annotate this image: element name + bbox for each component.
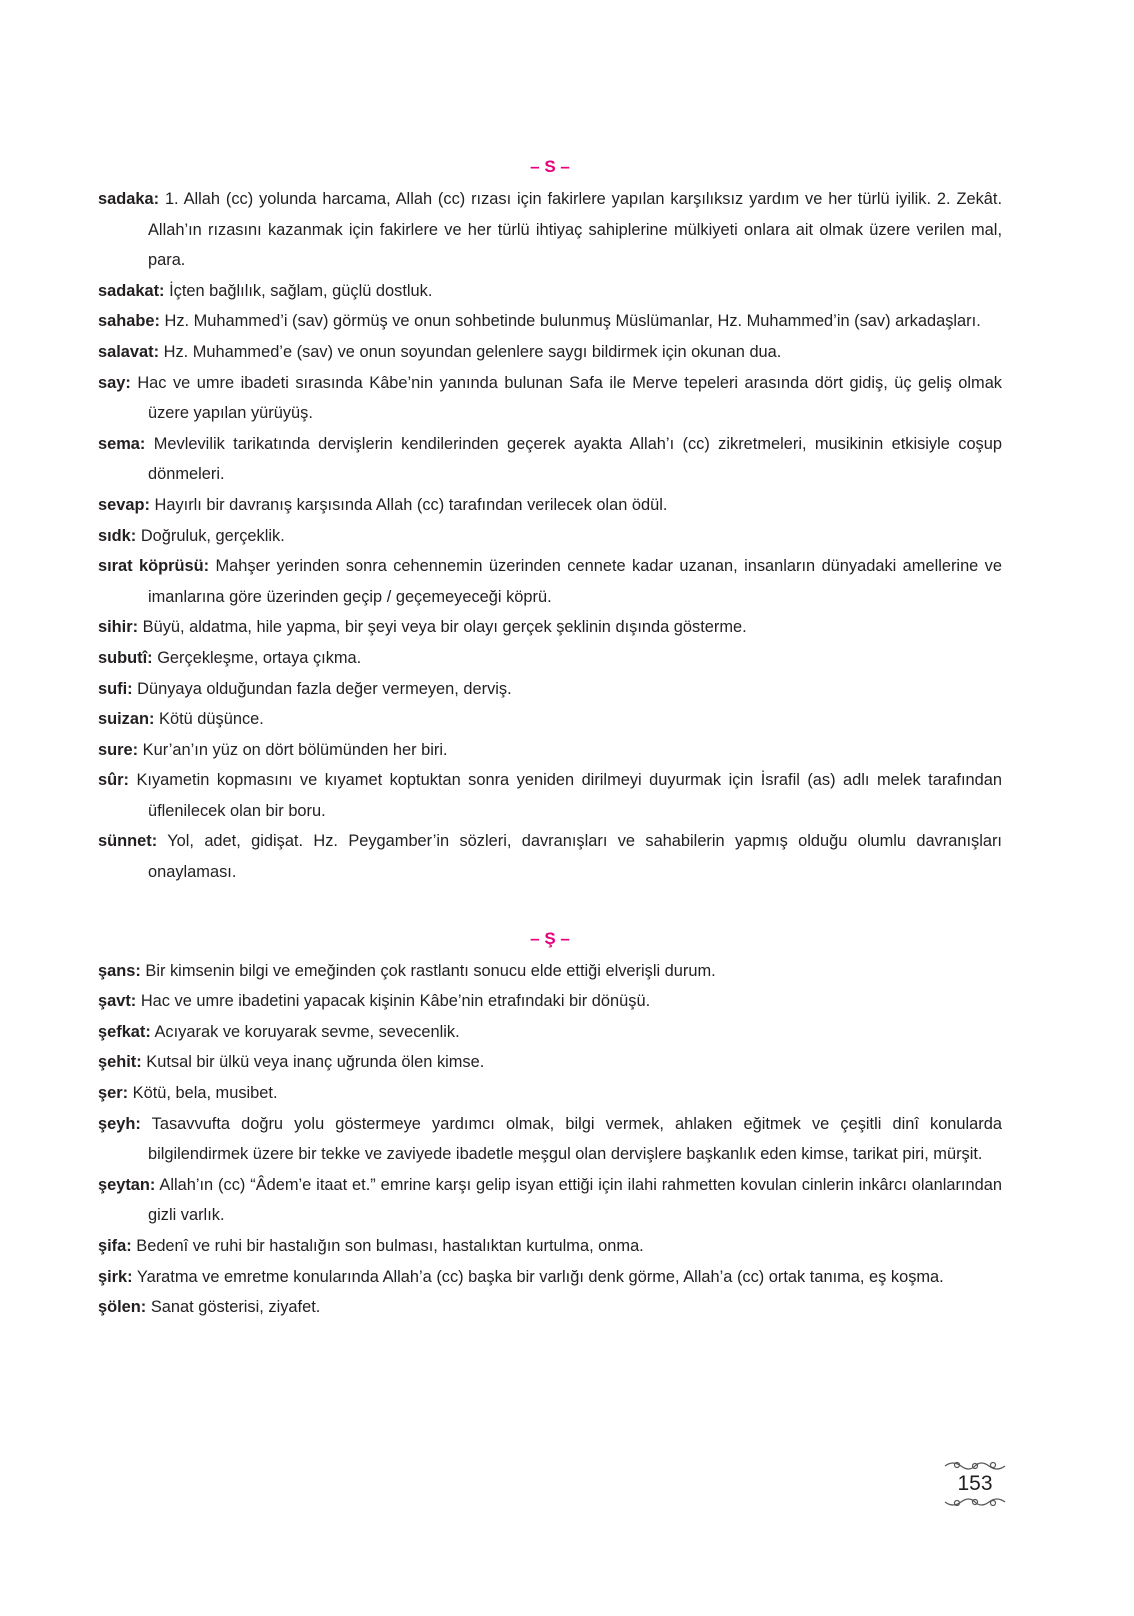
entry-definition: Bir kimsenin bilgi ve emeğinden çok rastlantı sonucu elde ettiği elverişli durum. [145,961,716,980]
glossary-entry [98,956,1002,987]
entry-term: sûr: [98,771,129,790]
entry-term: sihir: [98,618,139,637]
entry-definition: Hz. Muhammed’i (sav) görmüş ve onun sohbetinde bulunmuş Müslümanlar, Hz. Muhammed’in (sav) arkadaşları. [164,312,981,331]
entry-definition: Doğruluk, gerçeklik. [140,526,285,545]
entry-term: şehit: [98,1053,142,1072]
glossary-entry [98,368,1002,429]
entry-definition: Dünyaya olduğundan fazla değer vermeyen, derviş. [137,679,512,698]
section-heading: – Ş – [530,928,570,948]
entry-term: şifa: [98,1237,132,1255]
entry-definition: İçten bağlılık, sağlam, güçlü dostluk. [169,281,433,300]
section-s [98,152,1002,888]
glossary-entry [98,1017,1002,1048]
glossary-entry [98,735,1002,766]
glossary-entry [98,765,1002,826]
glossary-entry [98,521,1002,552]
entry-term: subutî: [98,648,153,667]
ornament-bottom-icon [943,1496,1007,1508]
entry-term: sırat köprüsü: [98,557,210,576]
glossary-entry [98,1047,1002,1078]
glossary-entry [98,306,1002,337]
entry-term: şölen: [98,1298,147,1317]
entry-definition: Kötü, bela, musibet. [132,1084,278,1103]
entry-term: sahabe: [98,312,160,331]
entry-term: sevap: [98,495,150,514]
entry-term: suizan: [98,710,155,729]
page-number: 153 [957,1472,993,1495]
glossary-page [98,152,1002,1323]
entry-definition: 1. Allah (cc) yolunda harcama, Allah (cc) rızası için fakirlere yapılan karşılıksız yardım ve her türlü iyilik. 2. Zekât. Allah’ın rızasını kazanmak için fakirlere ve her türlü ihtiyaç sahiplerine mülkiyeti onlara ait olmak üzere verilen mal, para. [148,190,1002,270]
entry-term: şer: [98,1084,129,1103]
entry-term: sure: [98,740,139,759]
page-number-block [943,1460,1007,1516]
entry-list [98,956,1002,1323]
entry-term: sıdk: [98,526,137,545]
entry-definition: Mahşer yerinden sonra cehennemin üzerinden cennete kadar uzanan, insanların dünyadaki amellerine ve imanlarına göre üzerinden geçip / geçemeyeceği köprü. [148,557,1002,606]
entry-term: sadakat: [98,281,165,300]
glossary-entry [98,490,1002,521]
entry-term: şeytan: [98,1175,156,1194]
entry-term: şeyh: [98,1114,141,1133]
entry-definition: Kur’an’ın yüz on dört bölümünden her biri. [142,740,448,759]
glossary-entry [98,1078,1002,1109]
entry-definition: Yaratma ve emretme konularında Allah’a (cc) başka bir varlığı denk görme, Allah’a (cc) ortak tanıma, eş koşma. [136,1267,944,1286]
entry-definition: Büyü, aldatma, hile yapma, bir şeyi veya bir olayı gerçek şeklinin dışında gösterme. [142,618,747,637]
entry-term: şefkat: [98,1022,151,1041]
glossary-entry [98,612,1002,643]
entry-definition: Tasavvufta doğru yolu göstermeye yardımcı olmak, bilgi vermek, ahlaken eğitmek ve çeşitli dinî konularda bilgilendirmek üzere bir tekke ve zaviyede ibadetle meşgul olan dervişlere başkanlık eden kimse, tarikat piri, mürşit. [148,1114,1002,1164]
entry-definition: Hayırlı bir davranış karşısında Allah (cc) tarafından verilecek olan ödül. [154,495,668,514]
entry-definition: Kutsal bir ülkü veya inanç uğrunda ölen kimse. [146,1053,485,1072]
entry-term: şans: [98,961,141,980]
entry-definition: Hac ve umre ibadeti sırasında Kâbe’nin yanında bulunan Safa ile Merve tepeleri arasında dört gidiş, üç geliş olmak üzere yapılan yürüyüş. [137,373,1003,423]
glossary-entry [98,826,1002,887]
entry-list [98,184,1002,888]
entry-definition: Hac ve umre ibadetini yapacak kişinin Kâbe’nin etrafındaki bir dönüşü. [140,992,651,1011]
ornament-top-icon [943,1460,1007,1472]
glossary-entry [98,1292,1002,1323]
glossary-entry [98,1170,1002,1231]
glossary-entry [98,674,1002,705]
entry-definition: Allah’ın (cc) “Âdem’e itaat et.” emrine karşı gelip isyan ettiği için ilahi rahmetten kovulan cinlerin inkârcı olanlarından gizli varlık. [148,1175,1002,1225]
entry-term: sufi: [98,679,133,698]
entry-term: say: [98,373,131,392]
entry-definition: Gerçekleşme, ortaya çıkma. [157,648,362,667]
entry-definition: Kötü düşünce. [159,710,264,729]
entry-definition: Mevlevilik tarikatında dervişlerin kendilerinden geçerek ayakta Allah’ı (cc) zikretmeleri, musikinin etkisiyle coşup dönmeleri. [148,434,1002,484]
entry-term: salavat: [98,342,160,361]
glossary-entry [98,276,1002,307]
glossary-entry [98,643,1002,674]
entry-definition: Acıyarak ve koruyarak sevme, sevecenlik. [154,1022,460,1041]
entry-definition: Bedenî ve ruhi bir hastalığın son bulması, hastalıktan kurtulma, onma. [136,1237,644,1255]
glossary-entry [98,1262,1002,1293]
section-spacer [98,888,1002,924]
entry-term: sadaka: [98,190,160,208]
entry-definition: Kıyametin kopmasını ve kıyamet koptuktan sonra yeniden dirilmeyi duyurmak için İsrafil (as) adlı melek tarafından üflenilecek olan bir boru. [136,771,1002,820]
entry-term: sema: [98,434,146,453]
glossary-entry [98,551,1002,612]
glossary-entry [98,704,1002,735]
glossary-entry [98,1109,1002,1170]
entry-definition: Yol, adet, gidişat. Hz. Peygamber’in sözleri, davranışları ve sahabilerin yapmış olduğu olumlu davranışları onaylaması. [148,832,1002,882]
section-heading: – S – [530,157,570,176]
glossary-entry [98,184,1002,276]
entry-term: şirk: [98,1267,133,1286]
entry-definition: Sanat gösterisi, ziyafet. [150,1298,321,1317]
glossary-entry [98,1231,1002,1262]
glossary-entry [98,429,1002,490]
glossary-entry [98,986,1002,1017]
entry-term: sünnet: [98,832,158,851]
section-sh [98,924,1002,1323]
entry-term: şavt: [98,992,137,1011]
entry-definition: Hz. Muhammed’e (sav) ve onun soyundan gelenlere saygı bildirmek için okunan dua. [163,342,782,361]
glossary-entry [98,337,1002,368]
